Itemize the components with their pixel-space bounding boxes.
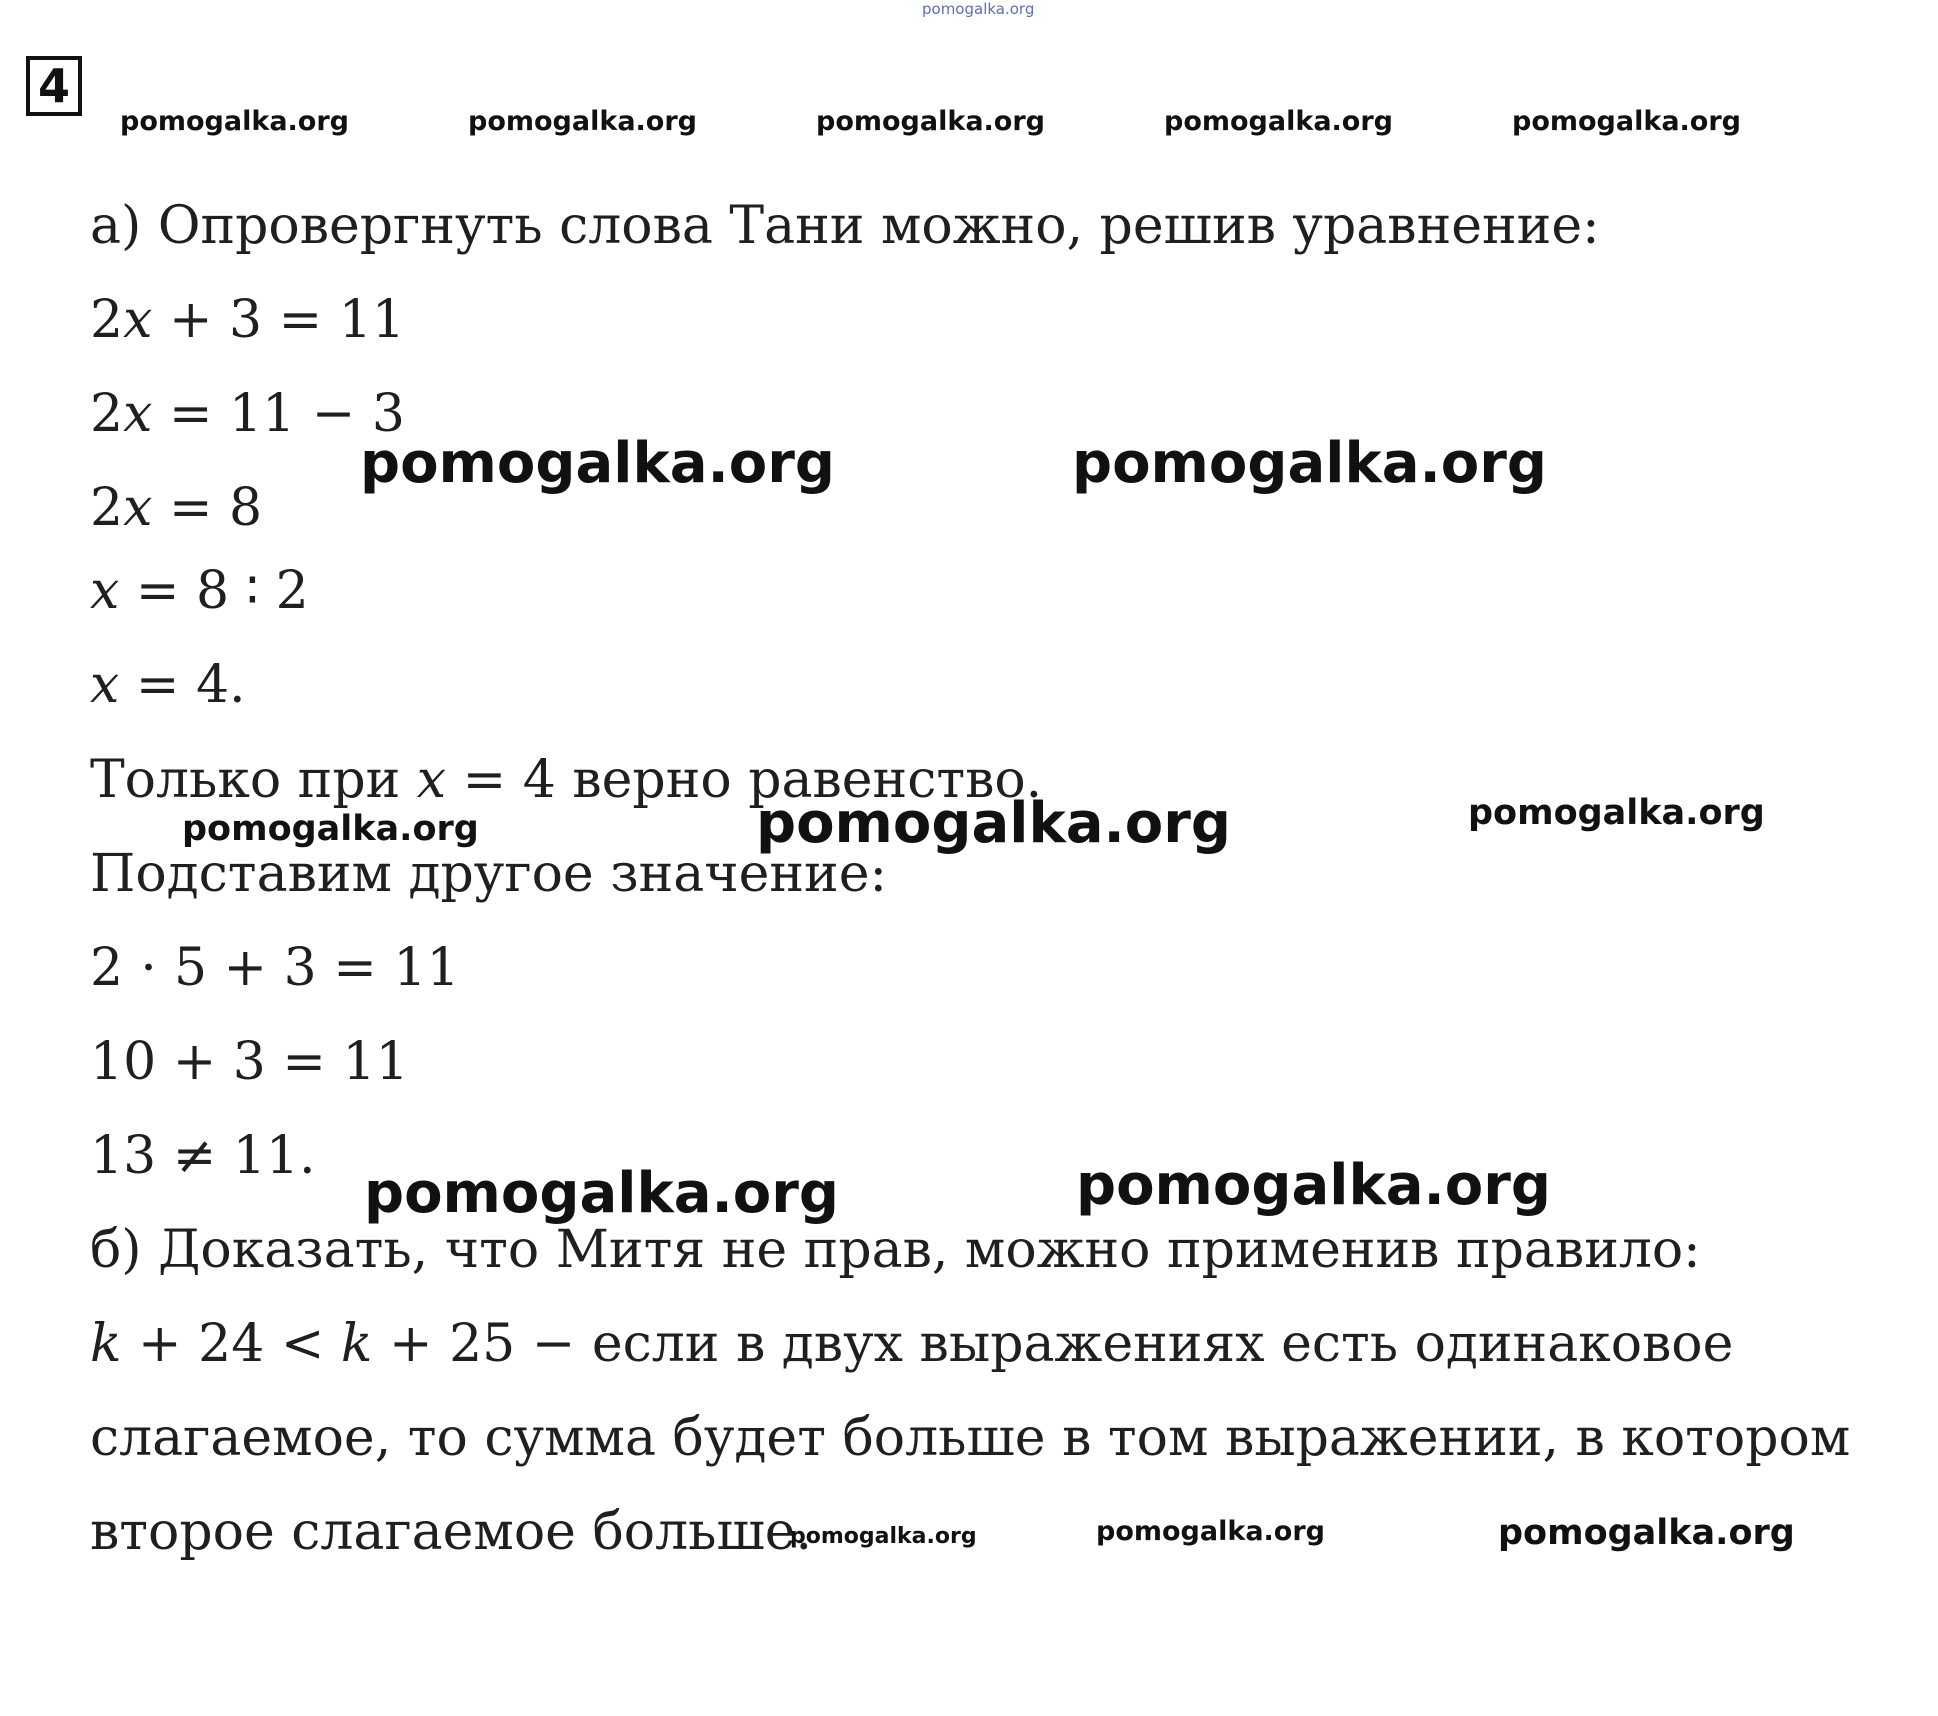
equation-line: 2𝑥 = 8	[90, 478, 263, 538]
solution-line-b-intro: б) Доказать, что Митя не прав, можно применив правило:	[90, 1220, 1701, 1280]
watermark: pomogalka.org	[1072, 431, 1547, 496]
watermark: pomogalka.org	[120, 106, 349, 137]
text-line: Только при 𝑥 = 4 верно равенство.	[90, 750, 1043, 810]
equation-line: 13 ≠ 11.	[90, 1126, 316, 1186]
watermark: pomogalka.org	[182, 809, 479, 849]
watermark: pomogalka.org	[360, 431, 835, 496]
watermark-top: pomogalka.org	[922, 0, 1035, 18]
equation-line: 2𝑥 = 11 − 3	[90, 384, 405, 444]
equation-line: 𝑥 = 8 ∶ 2	[90, 561, 309, 621]
rule-line: 𝑘 + 24 < 𝑘 + 25 − если в двух выражениях есть одинаковое	[90, 1314, 1734, 1374]
rule-line: второе слагаемое больше.	[90, 1502, 813, 1562]
task-number: 4	[26, 56, 82, 116]
watermark: pomogalka.org	[1498, 1513, 1795, 1553]
equation-line: 2𝑥 + 3 = 11	[90, 290, 405, 350]
watermark: pomogalka.org	[1096, 1516, 1325, 1547]
solution-line-a-intro: а) Опровергнуть слова Тани можно, решив уравнение:	[90, 196, 1600, 256]
watermark: pomogalka.org	[756, 791, 1231, 856]
equation-line: 𝑥 = 4.	[90, 655, 246, 715]
watermark: pomogalka.org	[468, 106, 697, 137]
watermark: pomogalka.org	[1076, 1153, 1551, 1218]
watermark: pomogalka.org	[790, 1524, 977, 1549]
watermark: pomogalka.org	[1164, 106, 1393, 137]
text-line: Подставим другое значение:	[90, 844, 888, 904]
watermark: pomogalka.org	[1468, 793, 1765, 833]
watermark: pomogalka.org	[364, 1161, 839, 1226]
watermark: pomogalka.org	[1512, 106, 1741, 137]
equation-line: 2 ⋅ 5 + 3 = 11	[90, 938, 460, 998]
rule-line: слагаемое, то сумма будет больше в том выражении, в котором	[90, 1408, 1851, 1468]
equation-line: 10 + 3 = 11	[90, 1032, 409, 1092]
watermark: pomogalka.org	[816, 106, 1045, 137]
